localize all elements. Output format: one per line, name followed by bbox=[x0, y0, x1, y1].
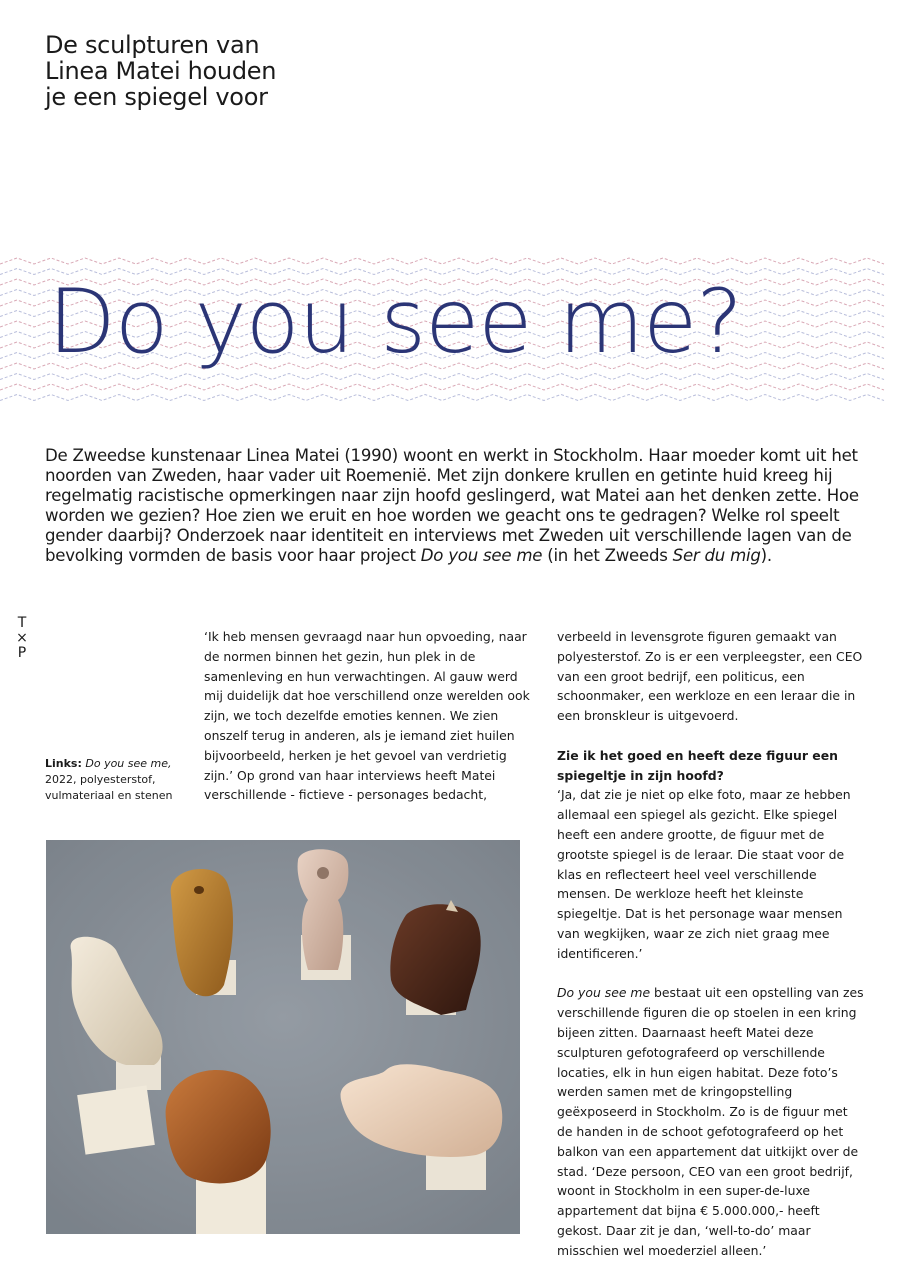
section-mark-x: × bbox=[16, 630, 28, 646]
kicker-line: je een spiegel voor bbox=[45, 83, 268, 111]
zigzag-line bbox=[0, 374, 884, 380]
lead-paragraph bbox=[45, 446, 865, 566]
kicker-heading bbox=[45, 32, 345, 110]
zigzag-line bbox=[0, 395, 884, 401]
empty-chair bbox=[77, 1085, 155, 1154]
lead-text: ). bbox=[760, 546, 772, 565]
body-text: bestaat uit een opstelling van zes verschillende figuren die op stoelen in een kring bijeen zitten. Daarnaast heeft Matei deze sculpturen gefotografeerd op verschillende locaties, elk in hun eigen habitat. Deze foto’s werden samen met de kringopstelling geëxposeerd in Stockholm. Zo is de figuur met de handen in de schoot gefotografeerd op het balkon van een appartement dat uitkijkt over de stad. ‘Deze persoon, CEO van een groot bedrijf, woont in Stockholm in een super-de-luxe appartement dat bijna € 5.000.000,- heeft gekost. Daar zit je dan, ‘well-to-do’ maar misschien wel moederziel alleen.’ bbox=[557, 985, 864, 1258]
caption-label: Links: bbox=[45, 757, 82, 770]
body-paragraph: verbeeld in levensgrote figuren gemaakt van polyesterstof. Zo is er een verpleegster, een CEO van een groot bedrijf, een politicus, een schoonmaker, een werkloze en een leraar die in een bronskleur is uitgevoerd. bbox=[557, 629, 863, 724]
photo-caption bbox=[45, 756, 195, 804]
kicker-line: Linea Matei houden bbox=[45, 57, 277, 85]
body-column-2 bbox=[557, 627, 867, 1261]
caption-title: Do you see me, bbox=[85, 757, 172, 770]
sculpture-photo-illustration bbox=[46, 840, 520, 1234]
body-column-1 bbox=[204, 627, 534, 805]
lead-text: De Zweedse kunstenaar Linea Matei (1990) woont en werkt in Stockholm. Haar moeder komt uit het noorden van Zweden, haar vader uit Roemenië. Met zijn donkere krullen en getinte huid kreeg hij regelmatig racistische opmerkingen naar zijn hoofd geslingerd, wat Matei aan het denken zette. Hoe worden we gezien? Hoe zien we eruit en hoe worden we geacht ons te gedragen? Welke rol speelt gender daarbij? Onderzoek naar identiteit en interviews met Zweden uit verschillende lagen van de bevolking vormden de basis voor haar project bbox=[45, 446, 859, 565]
zigzag-line bbox=[0, 258, 884, 264]
article-title: Do you see me? bbox=[48, 270, 742, 373]
body-paragraph bbox=[557, 983, 867, 1260]
lead-text: (in het Zweeds bbox=[542, 546, 673, 565]
section-mark bbox=[14, 616, 30, 661]
sculpture-photo bbox=[46, 840, 520, 1234]
caption-details: 2022, polyesterstof, vulmateriaal en stenen bbox=[45, 773, 173, 802]
interview-question: Zie ik het goed en heeft deze figuur een spiegeltje in zijn hoofd? bbox=[557, 747, 838, 783]
kicker-line: De sculpturen van bbox=[45, 31, 260, 59]
body-paragraph: ‘Ik heb mensen gevraagd naar hun opvoeding, naar de normen binnen het gezin, hun plek in de samenleving en hun verwachtingen. Al gauw werd mij duidelijk dat hoe verschillend onze werelden ook zijn, we toch dezelfde emoties kennen. We zien onszelf terug in anderen, als je iemand ziet huilen bijvoorbeeld, herken je het gevoel van verdrietig zijn.’ Op grond van haar interviews heeft Matei verschillende - fictieve - personages bedacht, bbox=[204, 629, 530, 803]
section-mark-p: P bbox=[17, 645, 27, 661]
section-mark-t: T bbox=[17, 615, 27, 631]
body-italic: Do you see me bbox=[557, 985, 651, 1001]
interview-answer: ‘Ja, dat zie je niet op elke foto, maar ze hebben allemaal een spiegel als gezicht. Elke spiegel heeft een andere grootte, de figuur met de grootste spiegel is de leraar. Die staat voor de klas en reflecteert heel veel verschillende mensen. De werkloze heeft het kleinste spiegeltje. Dat is het personage waar mensen van wegkijken, waar ze zich niet graag mee identificeren.’ bbox=[557, 787, 851, 961]
lead-italic: Ser du mig bbox=[672, 546, 761, 565]
lead-italic: Do you see me bbox=[420, 546, 543, 565]
zigzag-line bbox=[0, 384, 884, 390]
